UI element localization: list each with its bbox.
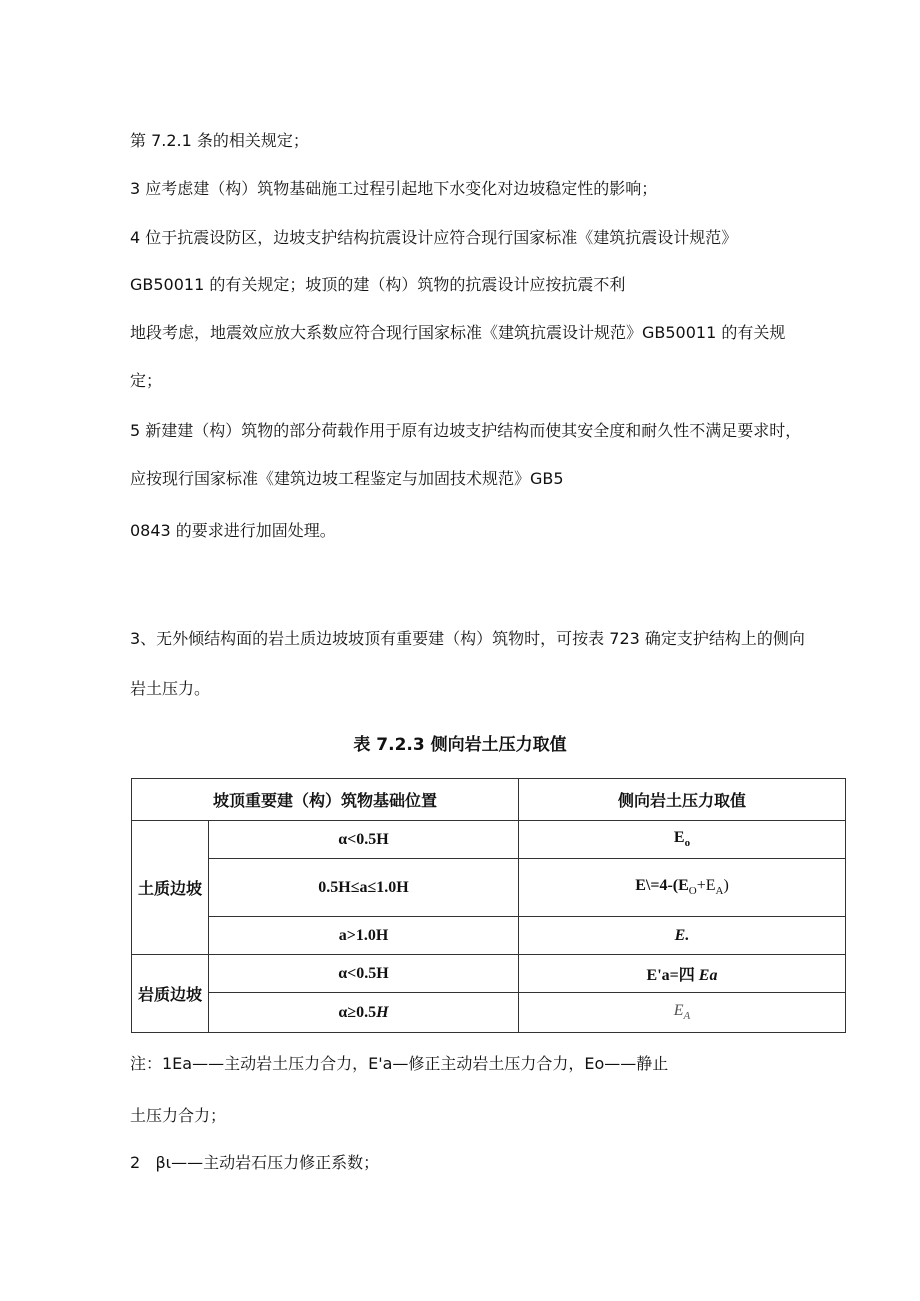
value-text: ) [723,877,729,895]
position-text: α≥0.5 [338,1003,377,1021]
value-subscript: o [684,837,691,850]
table-row [132,993,846,1033]
paragraph: 第 7.2.1 条的相关规定； [130,131,309,150]
paragraph: 3、无外倾结构面的岩土质边坡坡顶有重要建（构）筑物时，可按表 723 确定支护结构上的侧向 [130,629,805,648]
value-cell [519,821,846,859]
value-cell [519,993,846,1033]
paragraph: 3 应考虑建（构）筑物基础施工过程引起地下水变化对边坡稳定性的影响； [130,179,658,198]
position-cell: 0.5H≤a≤1.0H [209,859,519,917]
value-subscript: A [683,1010,691,1023]
note: 2 βι——主动岩石压力修正系数； [130,1153,380,1172]
paragraph: 5 新建建（构）筑物的部分荷载作用于原有边坡支护结构而使其安全度和耐久性不满足要求时， [130,421,802,440]
category-soil: 土质边坡 [132,821,209,955]
value-cell: E. [519,917,846,955]
paragraph: 地段考虑，地震效应放大系数应符合现行国家标准《建筑抗震设计规范》GB50011 的有关规 [130,323,786,342]
table-caption: 表 7.2.3 侧向岩土压力取值 [353,735,567,755]
position-cell [209,993,519,1033]
paragraph: 0843 的要求进行加固处理。 [130,521,336,540]
header-value: 侧向岩土压力取值 [519,779,846,821]
paragraph: GB50011 的有关规定；坡顶的建（构）筑物的抗震设计应按抗震不利 [130,275,626,294]
table-header-row [132,779,846,821]
value-cell [519,955,846,993]
value-subscript: A [715,885,724,898]
paragraph: 应按现行国家标准《建筑边坡工程鉴定与加固技术规范》GB5 [130,469,564,488]
paragraph: 4 位于抗震设防区，边坡支护结构抗震设计应符合现行国家标准《建筑抗震设计规范》 [130,228,738,247]
note: 注：1Ea——主动岩土压力合力，E'a—修正主动岩土压力合力，Eo——静止 [130,1054,669,1073]
category-rock: 岩质边坡 [132,955,209,1033]
value-text: E'a=四 [646,967,699,984]
table-row [132,917,846,955]
value-italic: Ea [698,967,718,984]
value-text: +E [696,877,716,895]
position-cell: α<0.5H [209,821,519,859]
position-italic: H [376,1003,389,1021]
position-cell: a>1.0H [209,917,519,955]
note: 土压力合力； [130,1106,227,1125]
table-row [132,821,846,859]
header-position: 坡顶重要建（构）筑物基础位置 [132,779,519,821]
position-cell: α<0.5H [209,955,519,993]
pressure-table [131,778,846,1033]
value-subscript: O [688,885,697,898]
value-text: E [673,829,685,847]
value-text: E [673,1002,684,1020]
table-row [132,859,846,917]
value-text: E\=4-(E [635,877,689,895]
paragraph: 定； [130,371,163,390]
paragraph: 岩土压力。 [130,679,211,698]
value-cell [519,859,846,917]
table-row [132,955,846,993]
